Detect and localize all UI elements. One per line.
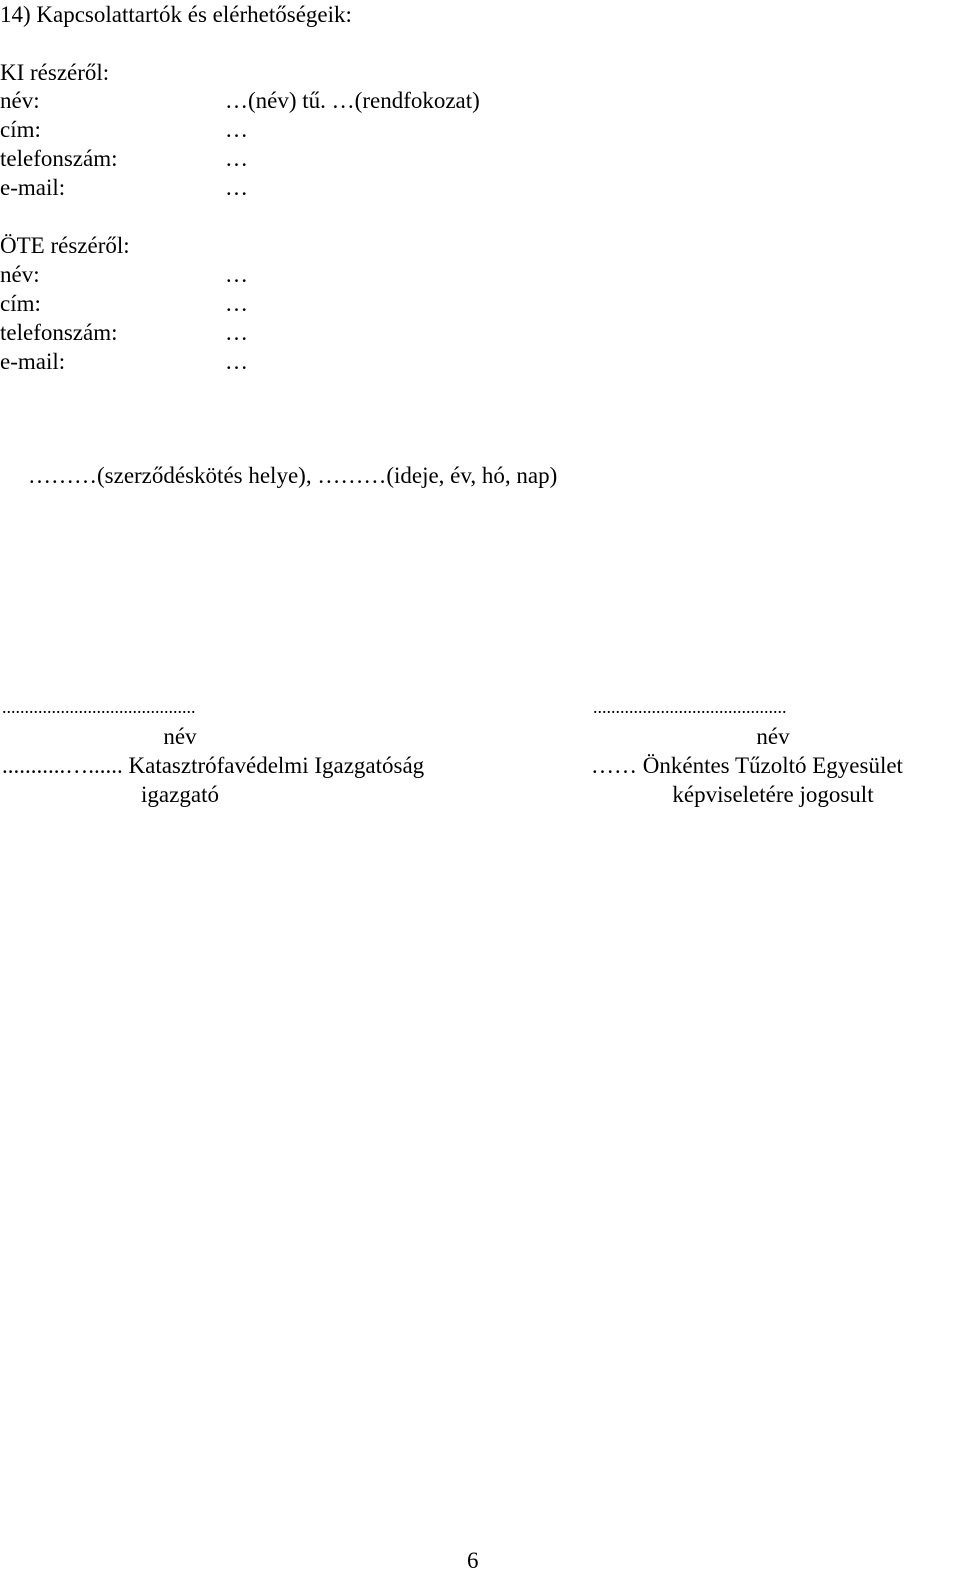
ote-phone-value: … [225, 320, 248, 345]
signature-left-dots: ........................................... [2, 697, 196, 717]
ki-address-value: … [225, 117, 248, 142]
ki-email-label: e-mail: [0, 175, 66, 200]
ote-phone-label: telefonszám: [0, 320, 118, 345]
ote-address-value: … [225, 291, 248, 316]
ki-phone-value: … [225, 146, 248, 171]
signature-left-role: igazgató [141, 782, 219, 807]
ki-name-label: név: [0, 88, 40, 113]
place-date-line: ………(szerződéskötés helye), ………(ideje, év, hó, nap) [28, 463, 558, 488]
ki-address-label: cím: [0, 117, 41, 142]
ote-email-label: e-mail: [0, 349, 66, 374]
section-title: 14) Kapcsolattartók és elérhetőségeik: [0, 2, 352, 27]
ote-email-value: … [225, 349, 248, 374]
signature-right-org: …… Önkéntes Tűzoltó Egyesület [591, 753, 903, 778]
signature-right-dots: ........................................... [593, 697, 787, 717]
ki-phone-label: telefonszám: [0, 146, 118, 171]
ote-name-value: … [225, 262, 248, 287]
ki-heading: KI részéről: [0, 60, 110, 85]
page-number: 6 [467, 1548, 479, 1573]
ki-name-value: …(név) tű. …(rendfokozat) [225, 88, 480, 113]
ote-name-label: név: [0, 262, 40, 287]
ote-heading: ÖTE részéről: [0, 233, 130, 258]
signature-left-org: ...........…...... Katasztrófavédelmi Igazgatóság [2, 753, 425, 778]
signature-left-name: név [163, 724, 197, 749]
ki-email-value: … [225, 175, 248, 200]
signature-right-name: név [756, 724, 790, 749]
ote-address-label: cím: [0, 291, 41, 316]
signature-right-role: képviseletére jogosult [672, 782, 874, 807]
